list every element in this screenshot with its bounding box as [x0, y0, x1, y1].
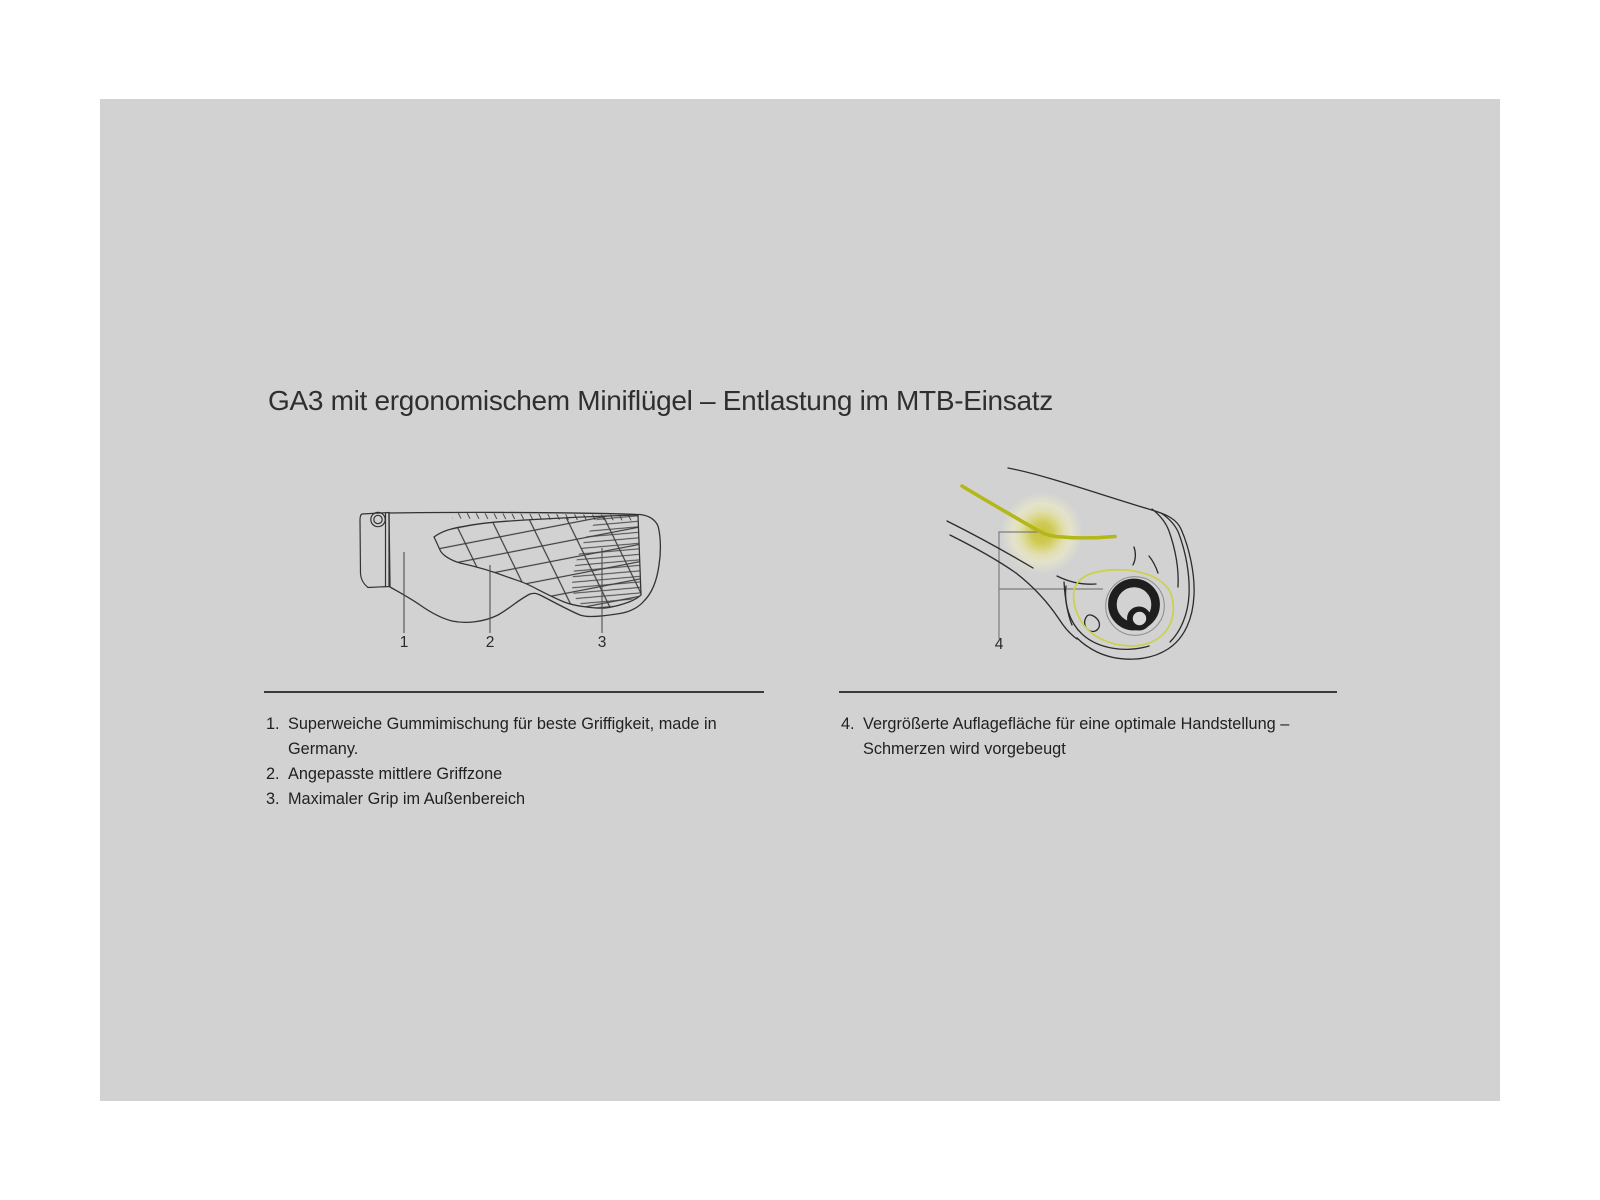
- hand-illustration: [930, 455, 1220, 670]
- callout-number-4: 4: [994, 636, 1004, 653]
- callout-number-1: 1: [399, 634, 409, 651]
- feature-number: 2.: [266, 765, 280, 783]
- grip-cross-section: [1074, 570, 1174, 646]
- feature-line: Vergrößerte Auflagefläche für eine optimale Handstellung –: [863, 715, 1290, 733]
- feature-item-4: [841, 712, 1361, 762]
- feature-line: Maximaler Grip im Außenbereich: [288, 790, 526, 808]
- feature-item-3: [266, 787, 786, 812]
- feature-line: Superweiche Gummimischung für beste Griffigkeit, made in: [288, 715, 717, 733]
- grip-illustration: [352, 505, 672, 640]
- grip-clamp: [360, 513, 389, 588]
- feature-list-left: [266, 712, 786, 812]
- feature-number: 4.: [841, 715, 855, 733]
- hand-outline: [947, 468, 1194, 659]
- feature-line: Germany.: [288, 740, 359, 758]
- feature-list-right: [841, 712, 1361, 762]
- content-panel: [100, 99, 1500, 1101]
- grip-clamp-bolt-icon: [371, 512, 385, 526]
- feature-number: 1.: [266, 715, 280, 733]
- feature-line: Schmerzen wird vorgebeugt: [863, 740, 1066, 758]
- feature-line: Angepasste mittlere Griffzone: [288, 765, 503, 783]
- callout-number-3: 3: [597, 634, 607, 651]
- feature-item-1: [266, 712, 786, 762]
- page-title: GA3 mit ergonomischem Miniflügel – Entlastung im MTB-Einsatz: [268, 385, 1053, 416]
- feature-item-2: [266, 762, 786, 787]
- feature-number: 3.: [266, 790, 280, 808]
- divider-left: [264, 691, 764, 693]
- callout-number-2: 2: [485, 634, 495, 651]
- ergon-logo-dot: [1133, 612, 1146, 625]
- divider-right: [839, 691, 1337, 693]
